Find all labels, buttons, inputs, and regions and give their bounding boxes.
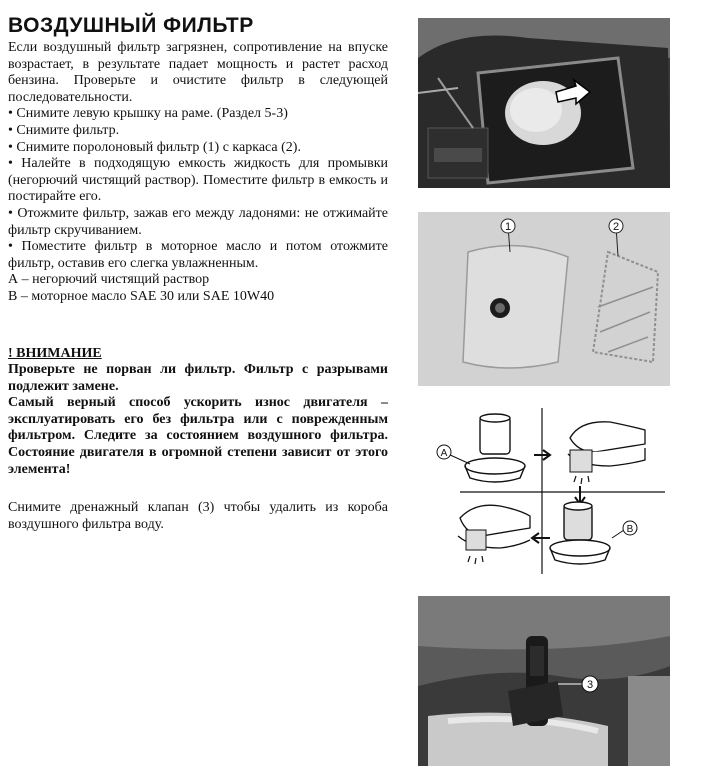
step-1: • Снимите левую крышку на раме. (Раздел 5-3) xyxy=(8,106,288,122)
legend-b: В – моторное масло SAE 30 или SAE 10W40 xyxy=(8,288,275,304)
step-6: • Поместите фильтр в моторное масло и потом отожмите фильтр, оставив его слегка увлажненным. xyxy=(8,239,388,271)
legend-a: А – негорючий чистящий раствор xyxy=(8,272,210,288)
drain-instruction: Снимите дренажный клапан (3) чтобы удалить из короба воздушного фильтра воду. xyxy=(8,500,388,532)
photo-filter-housing xyxy=(418,18,670,188)
photo-filter-housing-image xyxy=(418,18,670,188)
warning-line-2: Самый верный способ ускорить износ двигателя – эксплуатировать его без фильтра или с поврежденным фильтром. Следите за состоянием воздушного фильтра. Состояние двигателя в огромной степени зависит от этого элемента! xyxy=(8,395,388,477)
diagram-filter-washing xyxy=(430,408,668,574)
photo-drain-valve-image xyxy=(418,596,670,766)
warning-line-1: Проверьте не порван ли фильтр. Фильтр с разрывами подлежит замене. xyxy=(8,362,388,394)
step-4: • Налейте в подходящую емкость жидкость для промывки (негорючий чистящий раствор). Поместите фильтр в емкость и постирайте его. xyxy=(8,156,388,205)
diagram-filter-washing-image xyxy=(430,408,668,574)
warning-text xyxy=(8,362,388,478)
photo-foam-filter xyxy=(418,212,670,386)
callout-a-label: A xyxy=(440,448,448,459)
warning-heading: ! ВНИМАНИЕ xyxy=(8,346,102,361)
intro-paragraph: Если воздушный фильтр загрязнен, сопротивление на впуске возрастает, в результате падает мощность и растет расход бензина. Проверьте и очистите фильтр в следующей последовательности. xyxy=(8,40,388,105)
callout-2-label: 2 xyxy=(612,221,620,233)
photo-foam-filter-image xyxy=(418,212,670,386)
instructions xyxy=(8,40,388,306)
step-3: • Снимите поролоновый фильтр (1) с каркаса (2). xyxy=(8,139,301,155)
photo-drain-valve xyxy=(418,596,670,766)
page-title: ВОЗДУШНЫЙ ФИЛЬТР xyxy=(8,14,254,37)
callout-3-label: 3 xyxy=(586,679,594,691)
callout-b-label: B xyxy=(626,524,634,535)
callout-1-label: 1 xyxy=(504,221,512,233)
step-5: • Отожмите фильтр, зажав его между ладонями: не отжимайте фильтр скручиванием. xyxy=(8,205,388,238)
step-2: • Снимите фильтр. xyxy=(8,122,120,138)
